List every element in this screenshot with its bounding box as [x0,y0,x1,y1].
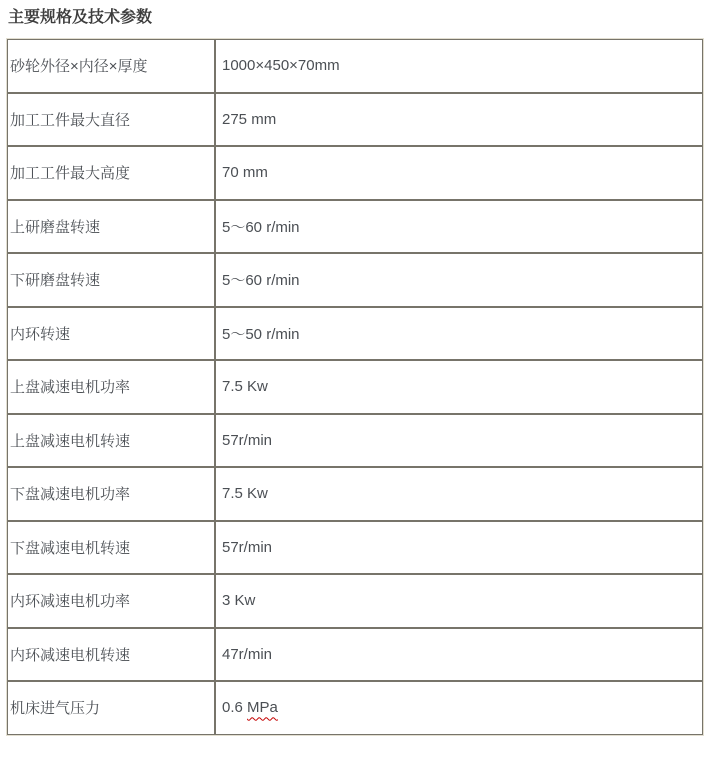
table-row [7,414,703,468]
spellcheck-underlined-text: MPa [247,699,278,717]
page-title: 主要规格及技术参数 [8,9,153,26]
spec-value-cell: 5～60 r/min [215,253,703,307]
table-row [7,681,703,735]
table-row [7,146,703,200]
table-row [7,467,703,521]
table-row [7,307,703,361]
spec-value-cell: 7.5 Kw [215,467,703,521]
spec-value-cell: 275 mm [215,93,703,147]
spec-label-cell: 机床进气压力 [7,681,215,735]
spec-value-cell: 3 Kw [215,574,703,628]
spec-value-cell: 57r/min [215,521,703,575]
table-row [7,200,703,254]
spec-label-cell: 下盘减速电机转速 [7,521,215,575]
spec-label-cell: 砂轮外径×内径×厚度 [7,39,215,93]
table-row [7,521,703,575]
spec-label-cell: 下盘减速电机功率 [7,467,215,521]
table-row [7,93,703,147]
spec-value-cell: 5～50 r/min [215,307,703,361]
table-row [7,574,703,628]
spec-table-body [7,39,703,735]
spec-label-cell: 内环转速 [7,307,215,361]
spec-label-cell: 内环减速电机功率 [7,574,215,628]
table-row [7,39,703,93]
spec-value-cell: 47r/min [215,628,703,682]
table-row [7,253,703,307]
spec-value-cell: 5～60 r/min [215,200,703,254]
spec-label-cell: 下研磨盘转速 [7,253,215,307]
table-row [7,628,703,682]
spec-value-cell: 1000×450×70mm [215,39,703,93]
spec-label-cell: 加工工件最大高度 [7,146,215,200]
spec-label-cell: 内环减速电机转速 [7,628,215,682]
table-row [7,360,703,414]
spec-table [6,38,704,736]
spec-label-cell: 上盘减速电机转速 [7,414,215,468]
spec-label-cell: 上研磨盘转速 [7,200,215,254]
spec-label-cell: 加工工件最大直径 [7,93,215,147]
spec-value-cell: 57r/min [215,414,703,468]
spec-value-cell: 0.6 MPa [215,681,703,735]
spec-value-cell: 7.5 Kw [215,360,703,414]
spec-label-cell: 上盘减速电机功率 [7,360,215,414]
spec-value-cell: 70 mm [215,146,703,200]
